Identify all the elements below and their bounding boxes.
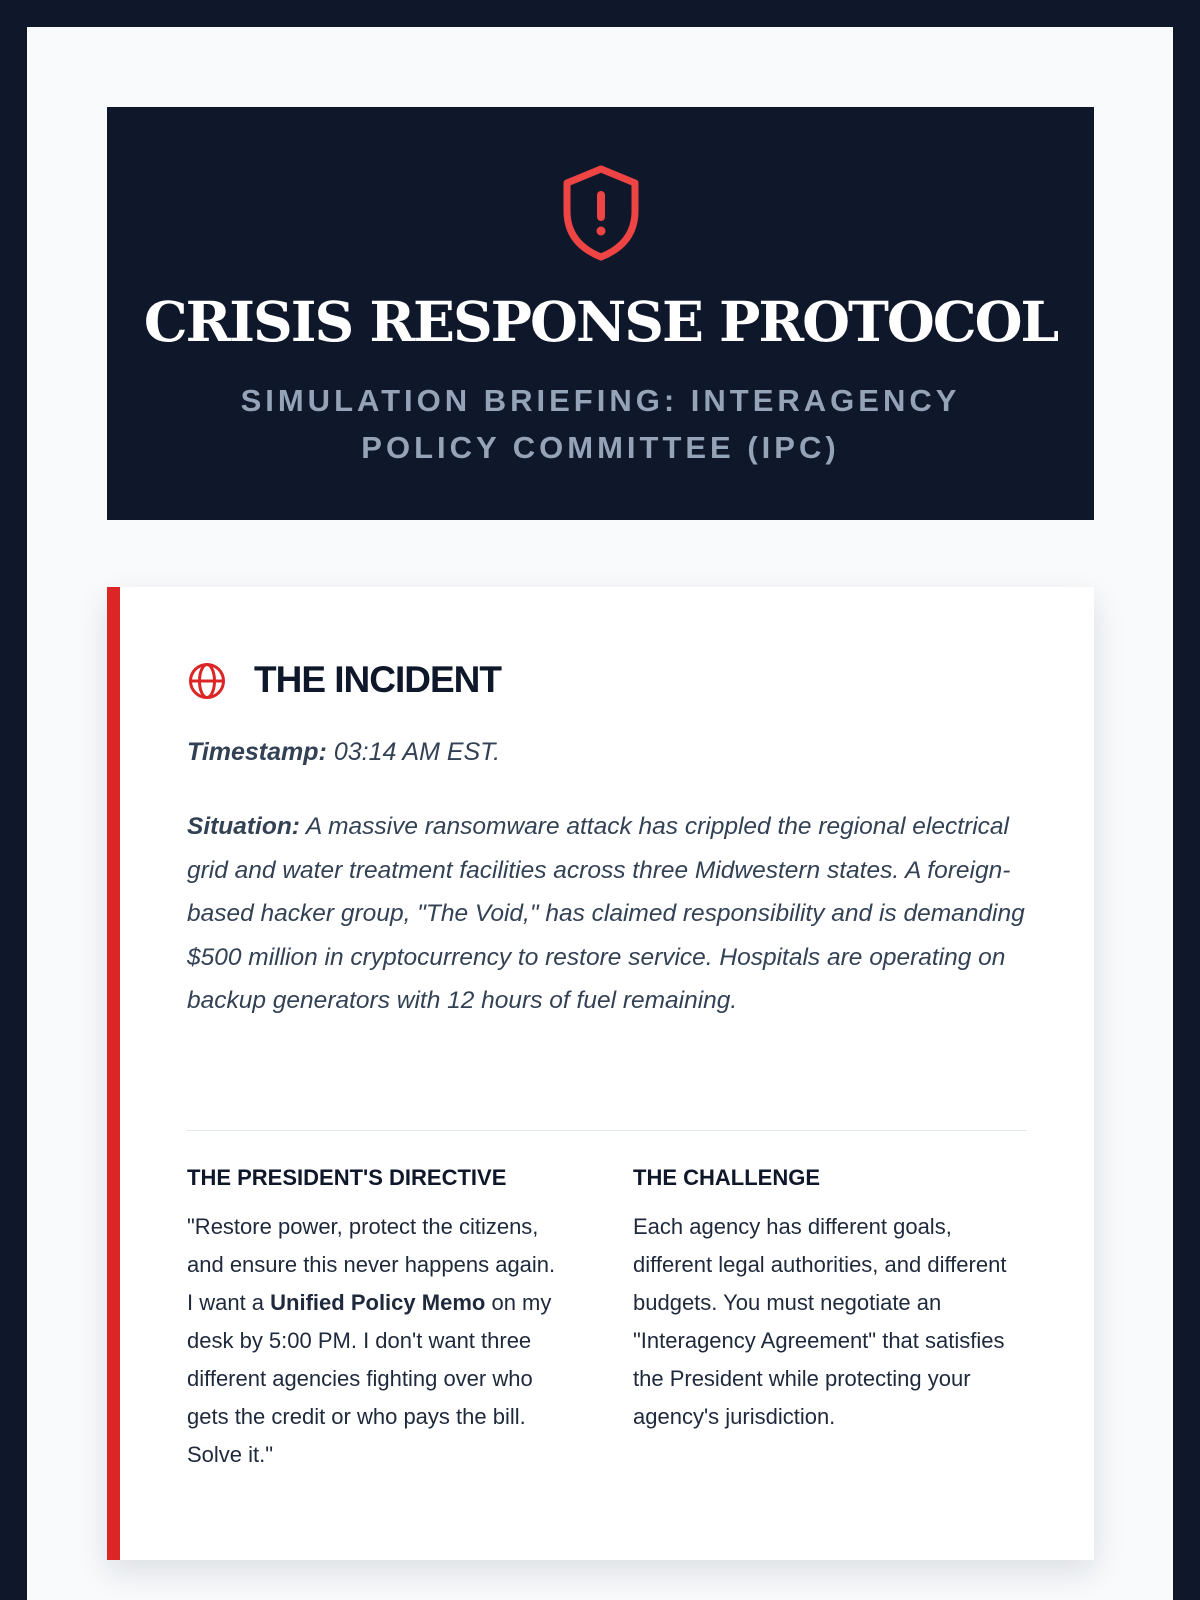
challenge-section [633, 1163, 1007, 1436]
directive-text [187, 1208, 562, 1474]
directive-emphasis: Unified Policy Memo [270, 1290, 486, 1315]
situation-text: A massive ransomware attack has crippled the regional electrical grid and water treatment facilities across three Midwestern states. A foreign-based hacker group, "The Void," has claimed responsibility and is demanding $500 million in cryptocurrency to restore service. Hospitals are operating on backup generators with 12 hours of fuel remaining. [187, 813, 1025, 1014]
timestamp-value: 03:14 AM EST. [333, 738, 501, 766]
page-title: CRISIS RESPONSE PROTOCOL [143, 289, 1058, 354]
globe-icon [187, 661, 227, 701]
incident-title: THE INCIDENT [254, 659, 501, 700]
page-subtitle: SIMULATION BRIEFING: INTERAGENCY POLICY COMMITTEE (IPC) [240, 383, 961, 465]
directive-heading: THE PRESIDENT'S DIRECTIVE [187, 1165, 507, 1190]
directive-text-before: "Restore power, protect the citizens, and ensure this never happens again. I want a [187, 1214, 556, 1315]
timestamp-label: Timestamp: [187, 738, 327, 766]
incident-card [107, 587, 1094, 1560]
situation-label: Situation: [187, 813, 300, 840]
challenge-text: Each agency has different goals, different legal authorities, and different budgets. You must negotiate an "Interagency Agreement" that satisfies the President while protecting your agency's jurisdiction. [633, 1214, 1007, 1429]
header-banner [107, 107, 1094, 520]
directive-text-after: on my desk by 5:00 PM. I don't want three different agencies fighting over who gets the credit or who pays the bill. Solve it." [187, 1290, 552, 1467]
situation [187, 805, 1030, 1023]
timestamp [187, 735, 1027, 769]
directive-section [187, 1163, 562, 1474]
challenge-heading: THE CHALLENGE [633, 1165, 820, 1190]
card-accent-bar [107, 587, 120, 1560]
briefing-page [27, 27, 1173, 1600]
shield-alert-icon [559, 163, 643, 263]
divider [187, 1130, 1027, 1131]
